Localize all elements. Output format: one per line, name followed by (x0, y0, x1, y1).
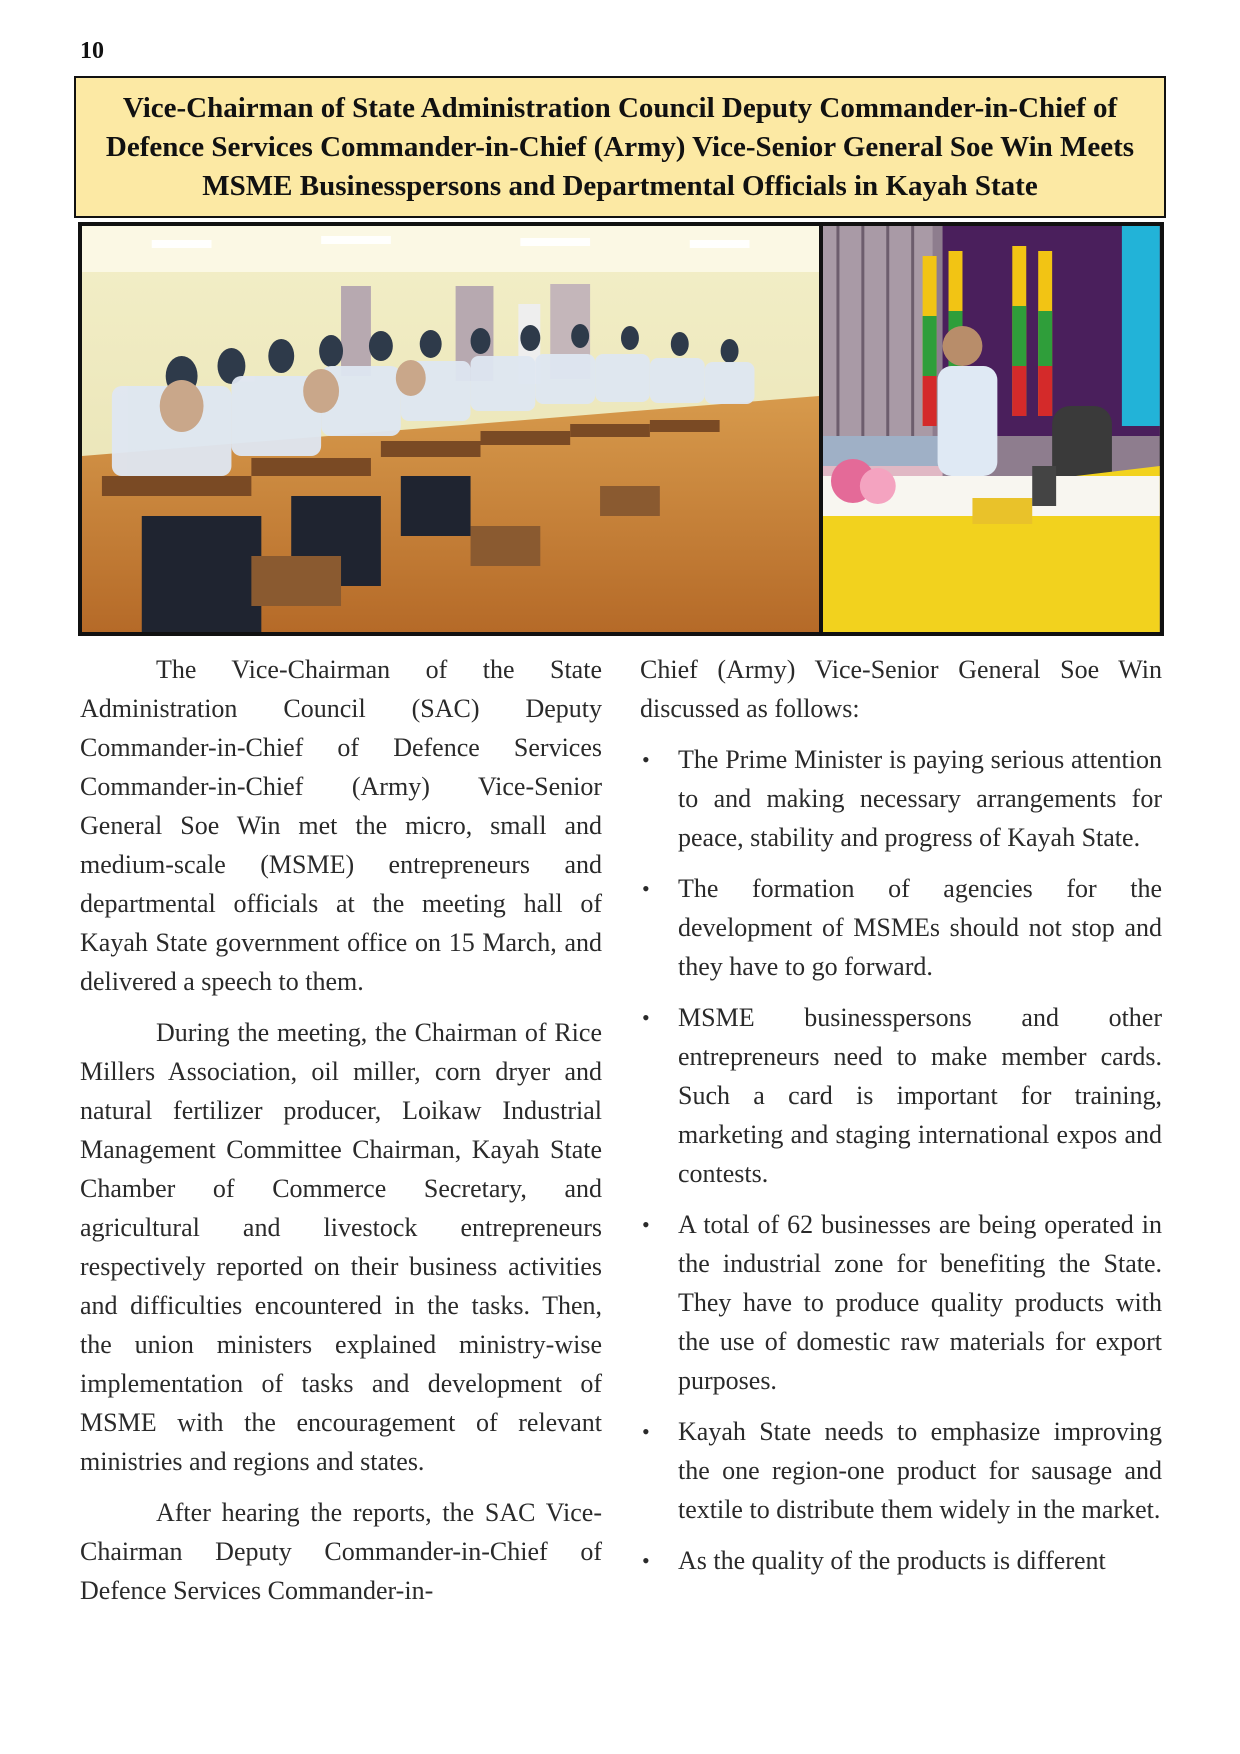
article-headline: Vice-Chairman of State Administration Council Deputy Commander-in-Chief of Defence Services Commander-in-Chief (Army) Vice-Senior General Soe Win Meets MSME Businesspersons and Departmental Officials in Kayah State (105, 91, 1135, 202)
page-number: 10 (80, 38, 104, 64)
bullet-point: • (642, 876, 650, 901)
photo-strip (78, 222, 1164, 636)
bullet-point: • (642, 1005, 650, 1030)
paragraph-after-reports-continued: Chief (Army) Vice-Senior General Soe Win discussed as follows: (640, 655, 1162, 723)
paragraph-meeting-reports: During the meeting, the Chairman of Rice Millers Association, oil miller, corn dryer and natural fertilizer producer, Loikaw Industrial Management Committee Chairman, Kayah State Chamber of Commerce Secretary, and agricultural and livestock entrepreneurs respectively reported on their business activities and difficulties encountered in the tasks. Then, the union ministers explained ministry-wise implementation of tasks and development of MSME with the encouragement of relevant ministries and regions and states. (80, 1018, 602, 1476)
article-column-right (640, 650, 1162, 1592)
paragraph-intro: The Vice-Chairman of the State Administration Council (SAC) Deputy Commander-in-Chief of Defence Services Commander-in-Chief (Army) Vice-Senior General Soe Win met the micro, small and medium-scale (MSME) entrepreneurs and departmental officials at the meeting hall of Kayah State government office on 15 March, and delivered a speech to them. (80, 655, 602, 996)
article-column-left (80, 650, 602, 1622)
list-item (640, 998, 1162, 1193)
headline-box (74, 76, 1166, 218)
list-item (640, 740, 1162, 857)
bullet-point: • (642, 1548, 650, 1573)
list-item-text: As the quality of the products is different (678, 1546, 1106, 1575)
list-item-text: MSME businesspersons and other entrepreneurs need to make member cards. Such a card is important for training, marketing and staging international expos and contests. (678, 1003, 1162, 1188)
discussion-points-list (640, 740, 1162, 1580)
bullet-point: • (642, 1212, 650, 1237)
paragraph-after-reports: After hearing the reports, the SAC Vice-Chairman Deputy Commander-in-Chief of Defence Services Commander-in- (80, 1498, 602, 1605)
speaker-photo (823, 226, 1160, 632)
list-item-text: The formation of agencies for the development of MSMEs should not stop and they have to go forward. (678, 874, 1162, 981)
meeting-audience-photo (82, 226, 819, 632)
list-item (640, 1541, 1162, 1580)
bullet-point: • (642, 1419, 650, 1444)
list-item (640, 1412, 1162, 1529)
list-item-text: Kayah State needs to emphasize improving the one region-one product for sausage and textile to distribute them widely in the market. (678, 1417, 1162, 1524)
list-item (640, 869, 1162, 986)
list-item-text: A total of 62 businesses are being operated in the industrial zone for benefiting the State. They have to produce quality products with the use of domestic raw materials for export purposes. (678, 1210, 1162, 1395)
bullet-point: • (642, 747, 650, 772)
list-item-text: The Prime Minister is paying serious attention to and making necessary arrangements for peace, stability and progress of Kayah State. (678, 745, 1162, 852)
list-item (640, 1205, 1162, 1400)
